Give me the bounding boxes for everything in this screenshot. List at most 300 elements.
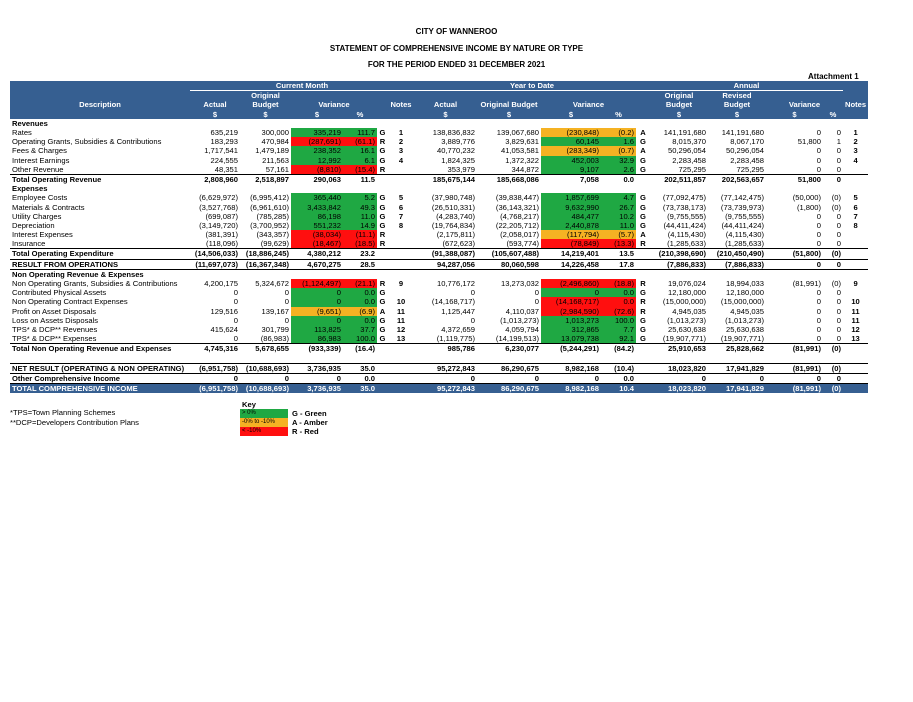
- note-ref: 9: [398, 279, 404, 289]
- ytd-status-code: G: [640, 220, 646, 230]
- ytd-status-code: [636, 249, 650, 259]
- ytd-variance-percent: (10.4): [601, 363, 636, 373]
- cm-variance-amount: 113,825: [291, 325, 343, 334]
- cm-variance-amount: 365,440: [291, 193, 343, 202]
- ytd-status-code: [636, 344, 650, 354]
- ann-note-ref: 8: [853, 220, 858, 230]
- ann-revised-budget: (1,013,273): [725, 315, 764, 325]
- ytd-variance-percent: (0.2): [601, 128, 636, 137]
- ann-note-ref: 11: [851, 306, 860, 316]
- cm-variance-percent: 0.0: [343, 316, 377, 325]
- table-row: [10, 269, 868, 279]
- note-ref: 13: [396, 334, 406, 344]
- percent-unit: %: [343, 110, 377, 119]
- cm-variance-percent: 35.0: [343, 363, 377, 373]
- cm-budget: (343,357): [256, 230, 289, 240]
- table-row: [10, 156, 868, 165]
- cm-actual: (6,629,972): [199, 193, 238, 203]
- ann-revised-budget: 8,067,170: [730, 137, 764, 147]
- cm-budget: (16,367,348): [240, 259, 291, 269]
- ann-variance-amount: 0: [816, 230, 821, 240]
- ann-revised-budget: (44,411,424): [721, 220, 764, 230]
- ann-variance-percent: 0: [836, 164, 841, 174]
- blank-cell: [414, 353, 477, 363]
- dollar-unit: $: [291, 110, 343, 119]
- ytd-variance-percent: 13.5: [601, 249, 636, 259]
- ann-revised-budget: 25,828,662: [708, 344, 766, 354]
- blank-cell: [377, 353, 388, 363]
- cm-actual: 4,745,316: [190, 344, 240, 354]
- row-description: TPS* & DCP** Revenues: [12, 324, 98, 334]
- table-row: [10, 221, 868, 230]
- cm-actual: (381,391): [205, 230, 238, 240]
- ytd-variance-amount: 452,003: [541, 156, 601, 165]
- row-description: Utility Charges: [12, 211, 62, 221]
- cm-variance-amount: 86,983: [291, 334, 343, 344]
- ann-variance-amount: 0: [816, 211, 821, 221]
- ytd-variance-percent: 100.0: [601, 316, 636, 325]
- cm-variance-amount: 0: [291, 316, 343, 325]
- ytd-variance-amount: (2,496,860): [541, 279, 601, 288]
- ann-variance-amount: 0: [816, 306, 821, 316]
- ytd-original-budget: 0: [477, 373, 541, 383]
- dcp-footnote: **DCP=Developers Contribution Plans: [10, 418, 139, 427]
- ytd-actual: (26,510,331): [431, 202, 475, 212]
- note-ref: 1: [398, 128, 404, 138]
- cm-status-code: G: [379, 324, 386, 334]
- ann-note-ref: 9: [853, 279, 858, 289]
- ytd-variance-percent: 0.0: [601, 373, 636, 383]
- ann-revised-budget: 0: [708, 373, 766, 383]
- cm-variance-percent: 0.0: [343, 288, 377, 297]
- ann-variance-amount: 0: [816, 128, 821, 138]
- ytd-original-budget: 6,230,077: [477, 344, 541, 354]
- ytd-actual: 10,776,172: [436, 279, 475, 289]
- note-ref: [388, 288, 414, 297]
- cm-budget: (86,983): [260, 334, 289, 344]
- header-blank: [377, 110, 388, 119]
- ytd-status-code: [636, 363, 650, 373]
- dollar-unit: $: [240, 110, 291, 119]
- table-row: [10, 316, 868, 325]
- ann-revised-budget: 17,941,829: [708, 363, 766, 373]
- ann-variance-amount: 0: [816, 288, 821, 298]
- cm-budget: 2,518,897: [240, 174, 291, 184]
- ann-note-ref: 5: [853, 193, 858, 203]
- ytd-variance-percent: 10.2: [601, 212, 636, 221]
- table-row: [10, 373, 868, 383]
- blank-cell: [708, 353, 766, 363]
- note-ref: [388, 344, 414, 354]
- cm-variance-amount: 0: [291, 297, 343, 306]
- ann-original-budget: (7,886,833): [650, 259, 708, 269]
- ann-original-budget: 19,076,024: [667, 279, 706, 289]
- ann-revised-budget: 725,295: [736, 164, 764, 174]
- ann-original-top: Original: [650, 91, 708, 101]
- ann-note-ref: 13: [851, 334, 860, 344]
- cm-actual: (3,527,768): [199, 202, 238, 212]
- section-label: Revenues: [12, 118, 48, 128]
- cm-budget: (6,995,412): [250, 193, 289, 203]
- header-blank: [843, 81, 868, 91]
- cm-actual: (11,697,073): [190, 259, 240, 269]
- dollar-unit: $: [190, 110, 240, 119]
- ytd-variance-percent: 4.7: [601, 193, 636, 202]
- cm-variance-percent: 14.9: [343, 221, 377, 230]
- ann-variance-amount: (81,991): [792, 279, 821, 289]
- ann-revised-budget: (77,142,475): [720, 193, 764, 203]
- ytd-original-budget: (2,058,017): [500, 230, 539, 240]
- cm-actual: 0: [233, 288, 238, 298]
- ann-variance-percent: 0: [836, 146, 841, 156]
- ytd-variance-percent: 32.9: [601, 156, 636, 165]
- row-description: Total Operating Expenditure: [10, 249, 190, 259]
- cm-actual: (6,951,758): [190, 363, 240, 373]
- blank-cell: [541, 353, 601, 363]
- cm-budget: (10,688,693): [240, 363, 291, 373]
- ann-variance-amount: (1,800): [796, 202, 821, 212]
- blank-cell: [291, 353, 343, 363]
- cm-status-code: R: [379, 279, 386, 289]
- cm-actual: (699,087): [205, 211, 238, 221]
- table-row: [10, 137, 868, 146]
- row-description: Employee Costs: [12, 193, 68, 203]
- ytd-variance-percent: 2.6: [601, 165, 636, 175]
- ann-original-budget: 12,180,000: [667, 288, 706, 298]
- cm-budget: 0: [240, 373, 291, 383]
- table-row: [10, 279, 868, 288]
- row-description: Insurance: [12, 239, 46, 249]
- note-ref: 4: [398, 155, 404, 165]
- ytd-variance-amount: 312,865: [541, 325, 601, 334]
- ytd-variance-amount: (14,168,717): [541, 297, 601, 306]
- ann-variance-percent: 0: [836, 288, 841, 298]
- ytd-original-budget: 185,668,086: [477, 174, 541, 184]
- cm-budget: 139,167: [261, 306, 289, 316]
- header-blank: [377, 100, 388, 109]
- note-ref: 7: [398, 211, 404, 221]
- cm-variance-percent: 49.3: [343, 202, 377, 211]
- table-row: [10, 288, 868, 297]
- note-ref: [388, 373, 414, 383]
- ytd-actual: 40,770,232: [436, 146, 475, 156]
- cm-status-code: G: [379, 193, 386, 203]
- table-row: [10, 325, 868, 334]
- ytd-variance-amount: 7,058: [541, 174, 601, 184]
- table-row: [10, 165, 868, 175]
- ann-original-budget: 18,023,820: [650, 384, 708, 394]
- ytd-variance-amount: 1,857,699: [541, 193, 601, 202]
- cm-budget: 5,678,655: [240, 344, 291, 354]
- cm-budget: 0: [284, 315, 289, 325]
- ytd-variance-amount: 0: [541, 373, 601, 383]
- cm-budget: 470,984: [261, 137, 289, 147]
- cm-variance-amount: 3,736,935: [291, 363, 343, 373]
- ann-original-budget: 25,910,653: [650, 344, 708, 354]
- table-row: [10, 174, 868, 184]
- ytd-actual: 1,824,325: [441, 155, 475, 165]
- blank-cell: [388, 353, 414, 363]
- ann-revised-budget-header: Budget: [708, 100, 766, 109]
- ann-variance-percent: (0): [831, 202, 841, 212]
- ann-revised-budget: 202,563,657: [708, 174, 766, 184]
- ann-note-ref: 12: [851, 324, 860, 334]
- ann-variance-amount: 0: [816, 164, 821, 174]
- cm-variance-percent: 11.5: [343, 174, 377, 184]
- header-blank: [10, 81, 190, 91]
- ann-revised-budget: 50,296,054: [725, 146, 764, 156]
- ytd-status-code: R: [640, 297, 646, 307]
- note-ref: [388, 239, 414, 249]
- cm-variance-percent: (16.4): [343, 344, 377, 354]
- table-row: [10, 184, 868, 193]
- row-description: Total Non Operating Revenue and Expenses: [10, 344, 190, 354]
- ytd-variance-amount: 1,013,273: [541, 316, 601, 325]
- cm-variance-amount: 551,232: [291, 221, 343, 230]
- blank-cell: [240, 353, 291, 363]
- ytd-actual: 94,287,056: [414, 259, 477, 269]
- cm-status-code: [377, 373, 388, 383]
- ytd-variance-percent: (18.8): [601, 279, 636, 288]
- table-row: [10, 249, 868, 259]
- cm-variance-amount: 238,352: [291, 146, 343, 155]
- cm-variance-percent: 6.1: [343, 156, 377, 165]
- cm-status-code: [377, 174, 388, 184]
- ann-original-budget: (19,907,771): [662, 334, 706, 344]
- key-title: Key: [242, 400, 256, 409]
- cm-variance-amount: 0: [291, 288, 343, 297]
- ytd-variance-amount: 60,145: [541, 137, 601, 146]
- table-row: [10, 363, 868, 373]
- cm-variance-amount: 290,063: [291, 174, 343, 184]
- ytd-actual: 185,675,144: [414, 174, 477, 184]
- ann-revised-budget: (4,115,430): [725, 230, 764, 240]
- ann-variance-percent: 0: [823, 373, 843, 383]
- cm-actual: 48,351: [214, 164, 238, 174]
- note-ref: [388, 230, 414, 239]
- ann-revised-budget: 2,283,458: [730, 155, 764, 165]
- income-statement-table: [10, 81, 868, 393]
- cm-variance-amount: (8,810): [291, 165, 343, 175]
- ytd-status-code: G: [640, 193, 646, 203]
- ytd-original-budget: 1,372,322: [505, 155, 539, 165]
- ann-variance-percent: 0: [836, 324, 841, 334]
- table-row: [10, 297, 868, 306]
- ytd-original-budget: 0: [534, 288, 539, 298]
- ann-note-ref: [843, 363, 868, 373]
- ytd-original-budget: (36,143,321): [495, 202, 539, 212]
- ann-variance-amount: 0: [816, 334, 821, 344]
- cm-notes-header: Notes: [388, 100, 414, 109]
- ann-variance-amount: (51,800): [766, 249, 823, 259]
- period-title: FOR THE PERIOD ENDED 31 DECEMBER 2021: [367, 60, 546, 69]
- table-row: [10, 212, 868, 221]
- row-description: Contributed Physical Assets: [12, 288, 107, 298]
- cm-variance-amount: 86,198: [291, 212, 343, 221]
- cm-variance-amount: 335,219: [291, 128, 343, 137]
- ann-original-budget-header: Budget: [650, 100, 708, 109]
- ann-variance-amount: (81,991): [766, 344, 823, 354]
- ytd-variance-percent: 0.0: [601, 297, 636, 306]
- description-header: Description: [10, 100, 190, 109]
- ytd-variance-amount: 9,632,990: [541, 202, 601, 211]
- cm-variance-percent: (61.1): [343, 137, 377, 146]
- row-description: TPS* & DCP** Expenses: [12, 334, 97, 344]
- dollar-unit: $: [650, 110, 708, 119]
- ytd-original-budget-header: Original Budget: [477, 100, 541, 109]
- blank-cell: [766, 353, 823, 363]
- blank-cell: [601, 353, 636, 363]
- ytd-actual: 0: [470, 315, 475, 325]
- ytd-original-budget: 13,273,032: [500, 279, 539, 289]
- cm-variance-percent: (18.5): [343, 239, 377, 249]
- ann-revised-budget: (73,739,973): [720, 202, 764, 212]
- ann-original-budget: 725,295: [678, 164, 706, 174]
- note-ref: 10: [396, 297, 406, 307]
- ann-variance-percent: 0: [836, 230, 841, 240]
- org-title: CITY OF WANNEROO: [415, 27, 498, 36]
- ytd-variance-percent: (0.7): [601, 146, 636, 155]
- ann-original-budget: 18,023,820: [650, 363, 708, 373]
- cm-status-code: G: [379, 220, 386, 230]
- cm-variance-amount: (18,467): [291, 239, 343, 249]
- ann-revised-budget: (210,450,490): [708, 249, 766, 259]
- cm-budget: 5,324,672: [255, 279, 289, 289]
- statement-title: STATEMENT OF COMPREHENSIVE INCOME BY NATURE OR TYPE: [329, 44, 584, 53]
- ann-note-ref: 3: [853, 146, 858, 156]
- ytd-status-code: R: [640, 306, 646, 316]
- cm-status-code: R: [379, 230, 386, 240]
- dollar-unit: $: [414, 110, 477, 119]
- ytd-variance-amount: 2,440,878: [541, 221, 601, 230]
- ytd-variance-percent: 17.8: [601, 259, 636, 269]
- ann-revised-budget: (9,755,555): [725, 211, 764, 221]
- cm-actual: 129,516: [210, 306, 238, 316]
- row-description: Depreciation: [12, 220, 55, 230]
- ytd-actual: (2,175,811): [436, 230, 475, 240]
- cm-budget: 0: [284, 288, 289, 298]
- cm-variance-percent: 37.7: [343, 325, 377, 334]
- ytd-variance-amount: (78,849): [541, 239, 601, 249]
- cm-status-code: [377, 259, 388, 269]
- row-description: Loss on Assets Disposals: [12, 315, 99, 325]
- table-row: [10, 119, 868, 128]
- ann-notes-header: Notes: [845, 100, 867, 110]
- ann-note-ref: [843, 373, 868, 383]
- ytd-variance-amount: 484,477: [541, 212, 601, 221]
- ann-variance-percent: (0): [831, 279, 841, 289]
- ann-variance-amount: (81,991): [766, 384, 823, 394]
- ytd-status-code: A: [640, 128, 646, 138]
- ytd-status-code: R: [640, 279, 646, 289]
- ann-original-budget: 202,511,857: [650, 174, 708, 184]
- ann-revised-budget: (1,285,633): [725, 239, 764, 249]
- ytd-original-budget: (4,768,217): [500, 211, 539, 221]
- ytd-actual: (91,388,087): [414, 249, 477, 259]
- ytd-actual: (19,764,834): [431, 220, 475, 230]
- table-row: [10, 307, 868, 316]
- ytd-status-code: R: [640, 239, 646, 249]
- ytd-original-budget: 86,290,675: [477, 384, 541, 394]
- cm-status-code: [377, 363, 388, 373]
- ann-revised-budget: 4,945,035: [730, 306, 764, 316]
- cm-budget: (18,886,245): [240, 249, 291, 259]
- ytd-status-code: A: [640, 230, 646, 240]
- ann-revised-budget: 12,180,000: [725, 288, 764, 298]
- ann-variance-percent: 0: [836, 239, 841, 249]
- header-blank: [388, 110, 414, 119]
- cm-variance-amount: (1,124,497): [291, 279, 343, 288]
- cm-budget: 57,161: [265, 164, 289, 174]
- table-row: [10, 259, 868, 269]
- blank-cell: [650, 353, 708, 363]
- ann-note-ref: 11: [851, 315, 860, 325]
- ytd-original-budget: 4,110,037: [505, 306, 539, 316]
- cm-actual: (118,096): [206, 239, 238, 249]
- note-ref: 5: [398, 193, 404, 203]
- row-description: NET RESULT (OPERATING & NON OPERATING): [10, 363, 190, 373]
- ytd-actual: (37,980,748): [431, 193, 475, 203]
- note-ref: 2: [398, 137, 404, 147]
- ann-original-budget: 141,191,680: [663, 128, 706, 138]
- cm-variance-percent: (11.1): [343, 230, 377, 239]
- note-ref: 11: [396, 306, 406, 316]
- ytd-variance-amount: 0: [541, 288, 601, 297]
- row-description: Total Operating Revenue: [10, 174, 190, 184]
- row-description: Materials & Contracts: [12, 202, 85, 212]
- ytd-variance-amount: 8,982,168: [541, 384, 601, 394]
- row-description: TOTAL COMPREHENSIVE INCOME: [10, 384, 190, 394]
- ytd-status-code: [636, 259, 650, 269]
- cm-variance-percent: 23.2: [343, 249, 377, 259]
- note-ref: 12: [396, 324, 406, 334]
- ann-variance-amount: 51,800: [766, 174, 823, 184]
- ytd-variance-amount: (2,984,590): [541, 307, 601, 316]
- ann-original-budget: (44,411,424): [663, 220, 706, 230]
- cm-actual: (3,149,720): [199, 220, 238, 230]
- ann-note-ref: 2: [853, 137, 858, 147]
- cm-budget: 0: [284, 297, 289, 307]
- ann-variance-percent: 0: [836, 211, 841, 221]
- note-ref: [388, 174, 414, 184]
- ytd-variance-amount: 8,982,168: [541, 363, 601, 373]
- cm-variance-percent: 111.7: [343, 128, 377, 137]
- table-row: [10, 146, 868, 155]
- ann-variance-percent: 0: [836, 334, 841, 344]
- cm-status-code: G: [379, 155, 386, 165]
- ann-note-ref: [843, 239, 868, 249]
- note-ref: 3: [398, 146, 404, 156]
- ann-revised-budget: 25,630,638: [725, 324, 764, 334]
- ytd-status-code: [636, 373, 650, 383]
- ann-variance-percent: 0: [823, 259, 843, 269]
- ann-original-budget: 25,630,638: [667, 324, 706, 334]
- cm-status-code: R: [379, 239, 386, 249]
- ytd-variance-amount: 14,226,458: [541, 259, 601, 269]
- ann-note-ref: 7: [853, 211, 858, 221]
- ytd-original-budget: 344,872: [511, 164, 539, 174]
- ytd-original-budget: 0: [534, 297, 539, 307]
- tps-footnote: *TPS=Town Planning Schemes: [10, 408, 116, 417]
- ytd-actual: (14,168,717): [431, 297, 475, 307]
- ann-variance-amount: 0: [816, 155, 821, 165]
- ann-note-ref: 6: [853, 202, 858, 212]
- cm-actual: 224,555: [210, 155, 238, 165]
- ytd-original-budget: 41,053,581: [500, 146, 539, 156]
- ann-variance-percent: 0: [836, 155, 841, 165]
- cm-variance-percent: 28.5: [343, 259, 377, 269]
- ytd-variance-amount: (230,848): [541, 128, 601, 137]
